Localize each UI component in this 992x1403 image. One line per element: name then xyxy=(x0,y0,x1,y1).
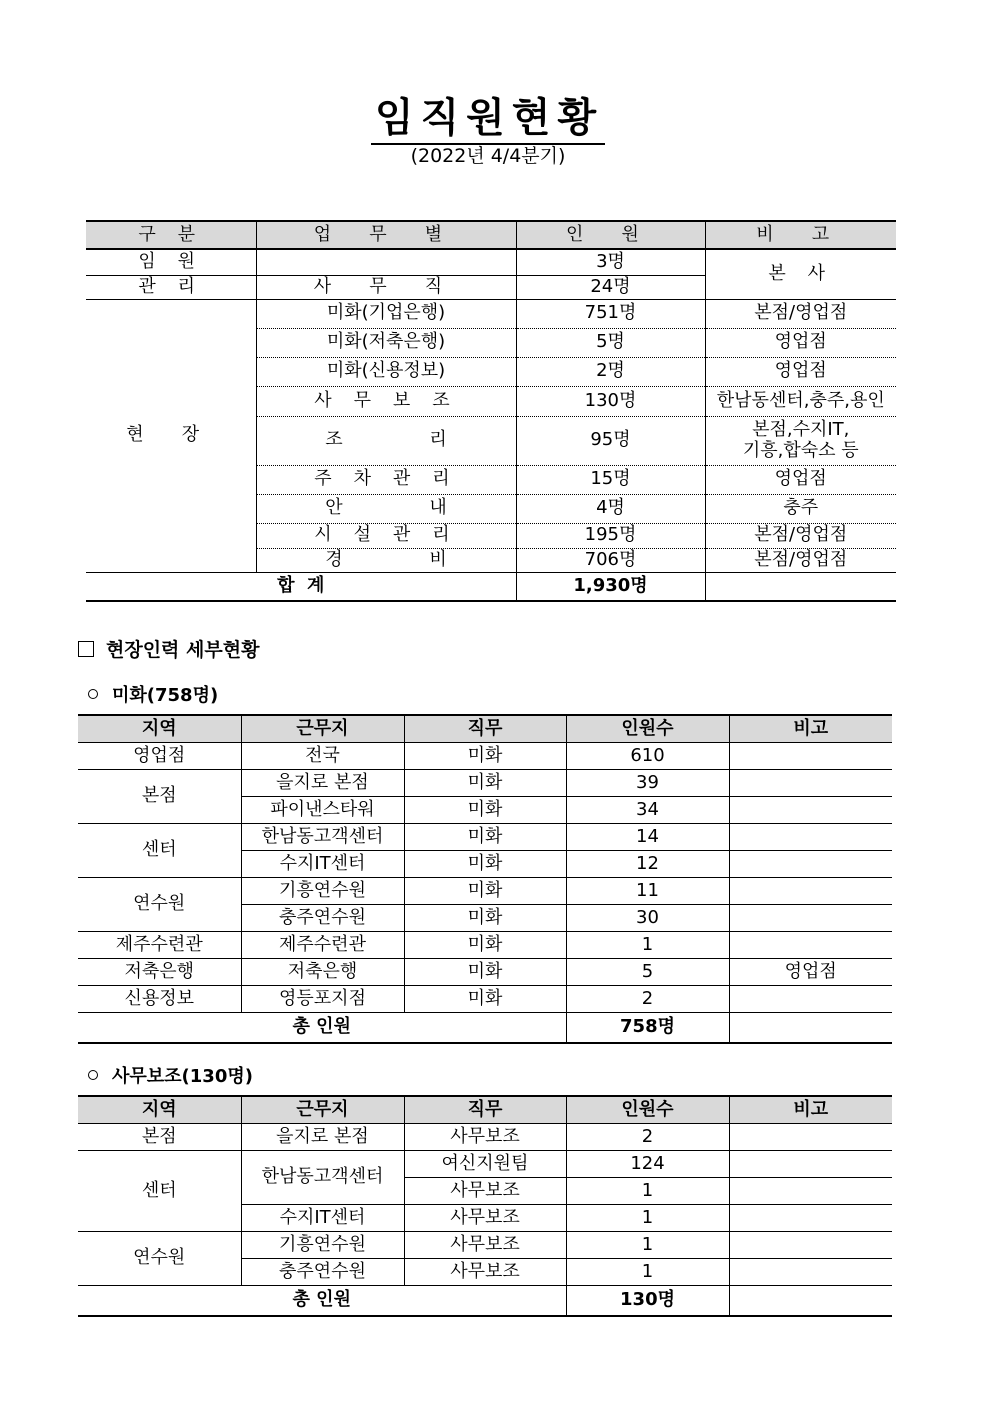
table-row: 본점 을지로 본점 미화 39 xyxy=(78,770,892,797)
table-row: 임 원 3명 본 사 xyxy=(86,249,896,275)
table-row: 관 리 사 무 직 24명 xyxy=(86,275,896,299)
table-row: 경 비 706명 본점/영업점 xyxy=(86,548,896,572)
table-header-row xyxy=(86,221,896,249)
mihwa-heading: 미화(758명) xyxy=(88,681,218,707)
total-row: 총 인원 130명 xyxy=(78,1286,892,1317)
table-row: 조 리 95명 본점,수지IT, 기흥,합숙소 등 xyxy=(86,416,896,465)
table-row: 센터 한남동고객센터 여신지원팀 124 xyxy=(78,1151,892,1178)
table-row: 현 장 미화(기업은행) 751명 본점/영업점 xyxy=(86,299,896,328)
table-row: 충주연수원 사무보조 1 xyxy=(78,1259,892,1286)
table-row: 안 내 4명 충주 xyxy=(86,494,896,523)
mihwa-table xyxy=(78,714,892,1044)
table-row: 충주연수원 미화 30 xyxy=(78,905,892,932)
table-row: 수지IT센터 사무보조 1 xyxy=(78,1205,892,1232)
circle-bullet-icon xyxy=(88,689,98,699)
table-row: 사 무 보 조 130명 한남동센터,충주,용인 xyxy=(86,386,896,416)
table-row: 저축은행 저축은행 미화 5 영업점 xyxy=(78,959,892,986)
header-note: 비 고 xyxy=(705,221,896,249)
samu-heading: 사무보조(130명) xyxy=(88,1062,253,1088)
field-category: 현 장 xyxy=(86,299,256,572)
table-row: 사무보조 1 xyxy=(78,1178,892,1205)
samu-table xyxy=(78,1095,892,1317)
staff-summary-table xyxy=(86,220,896,602)
header-category: 구 분 xyxy=(86,221,256,249)
header-job: 업 무 별 xyxy=(256,221,516,249)
table-row: 연수원 기흥연수원 미화 11 xyxy=(78,878,892,905)
table-row: 미화(저축은행) 5명 영업점 xyxy=(86,328,896,357)
table-header-row: 지역 근무지 직무 인원수 비고 xyxy=(78,715,892,743)
table-row: 미화(신용정보) 2명 영업점 xyxy=(86,357,896,386)
table-row: 파이낸스타워 미화 34 xyxy=(78,797,892,824)
table-row: 시 설 관 리 195명 본점/영업점 xyxy=(86,523,896,548)
table-row: 센터 한남동고객센터 미화 14 xyxy=(78,824,892,851)
bonsa-note: 본 사 xyxy=(705,249,896,299)
table-row: 제주수련관 제주수련관 미화 1 xyxy=(78,932,892,959)
table-row: 주 차 관 리 15명 영업점 xyxy=(86,465,896,494)
page-title: 임직원현황 xyxy=(0,86,976,143)
table-row: 신용정보 영등포지점 미화 2 xyxy=(78,986,892,1013)
total-value: 1,930명 xyxy=(516,572,705,601)
total-row: 총 인원 758명 xyxy=(78,1013,892,1044)
header-count: 인 원 xyxy=(516,221,705,249)
table-row: 영업점 전국 미화 610 xyxy=(78,743,892,770)
table-row: 수지IT센터 미화 12 xyxy=(78,851,892,878)
circle-bullet-icon xyxy=(88,1070,98,1080)
table-row: 본점 을지로 본점 사무보조 2 xyxy=(78,1124,892,1151)
section-heading: 현장인력 세부현황 xyxy=(78,635,259,662)
table-header-row: 지역 근무지 직무 인원수 비고 xyxy=(78,1096,892,1124)
total-label: 합 계 xyxy=(277,574,325,596)
square-bullet-icon xyxy=(78,641,94,657)
page-subtitle: (2022년 4/4분기) xyxy=(410,145,566,167)
total-row xyxy=(86,572,896,601)
table-row: 연수원 기흥연수원 사무보조 1 xyxy=(78,1232,892,1259)
